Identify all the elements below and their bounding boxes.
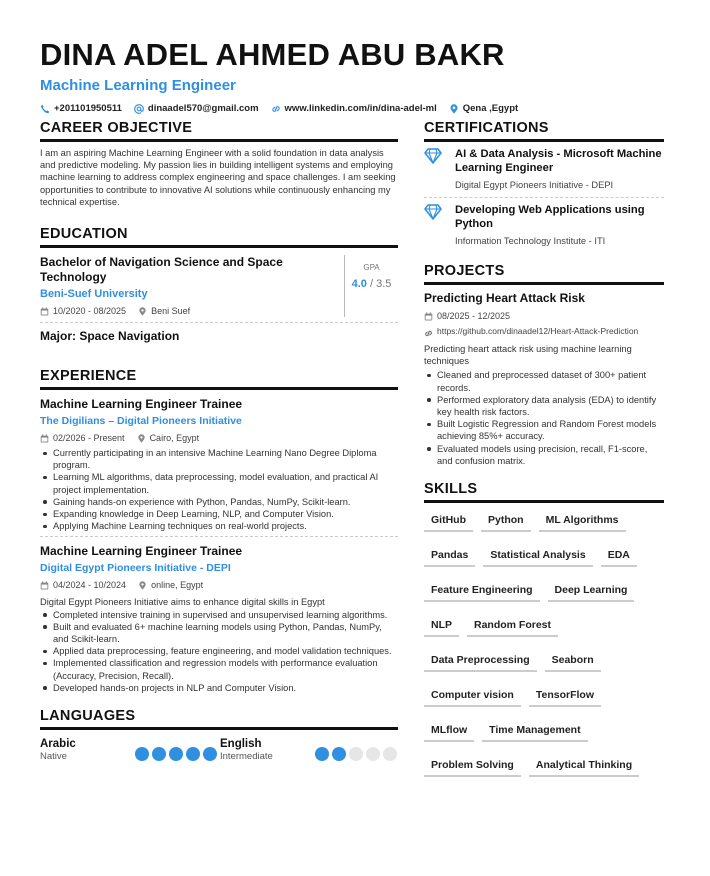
experience-summary: Digital Egypt Pioneers Initiative aims to enhance digital skills in Egypt bbox=[40, 597, 325, 608]
experience-meta bbox=[40, 433, 398, 444]
skill-tag: Python bbox=[481, 509, 531, 532]
section-title-certifications: CERTIFICATIONS bbox=[424, 120, 664, 142]
language-rating bbox=[315, 737, 400, 763]
certification-issuer: Information Technology Institute - ITI bbox=[455, 236, 606, 246]
skill-tag: EDA bbox=[601, 544, 637, 567]
skill-tag: Feature Engineering bbox=[424, 579, 540, 602]
experience-section bbox=[40, 368, 398, 694]
job-title: Machine Learning Engineer bbox=[40, 77, 236, 94]
bullet-item: Currently participating in an intensive Machine Learning Nano Degree Diploma program. bbox=[40, 447, 398, 471]
project-dates bbox=[424, 311, 510, 322]
experience-bullets bbox=[40, 447, 398, 532]
certification-item bbox=[424, 142, 664, 198]
education-location-text: Beni Suef bbox=[151, 306, 191, 317]
certification-body bbox=[446, 147, 664, 191]
skill-tag: TensorFlow bbox=[529, 684, 601, 707]
education-dates bbox=[40, 306, 126, 317]
email-text: dinaadel570@gmail.com bbox=[147, 103, 259, 114]
bullet-item: Applied data preprocessing, feature engineering, and model validation techniques. bbox=[40, 645, 398, 657]
skill-tag: Analytical Thinking bbox=[529, 754, 639, 777]
location-icon bbox=[449, 104, 459, 114]
bullet-item: Applying Machine Learning techniques on real-world projects. bbox=[40, 520, 398, 532]
rating-dot-filled bbox=[332, 747, 346, 761]
contact-location bbox=[449, 103, 518, 114]
skill-tag: Problem Solving bbox=[424, 754, 521, 777]
skill-tag: Time Management bbox=[482, 719, 587, 742]
rating-dot-filled bbox=[135, 747, 149, 761]
project-item bbox=[424, 291, 664, 467]
language-item bbox=[40, 737, 220, 763]
skills-section bbox=[424, 481, 664, 789]
school-name: Beni-Suef University bbox=[40, 288, 148, 301]
experience-dates bbox=[40, 580, 126, 591]
rating-dot-empty bbox=[383, 747, 397, 761]
education-location bbox=[138, 306, 190, 317]
location-icon bbox=[138, 307, 147, 316]
bullet-item: Learning ML algorithms, data preprocessing, model evaluation, and practical AI project implementation. bbox=[40, 471, 398, 495]
rating-dot-empty bbox=[349, 747, 363, 761]
gpa-block bbox=[345, 255, 398, 317]
bullet-item: Performed exploratory data analysis (EDA) to identify key health risk factors. bbox=[424, 394, 664, 418]
calendar-icon bbox=[424, 312, 433, 321]
language-item bbox=[220, 737, 400, 763]
skill-tag: Pandas bbox=[424, 544, 475, 567]
languages-section bbox=[40, 708, 398, 763]
diamond-icon bbox=[424, 148, 442, 164]
experience-location-text: Cairo, Egypt bbox=[149, 433, 200, 444]
certification-icon-wrap bbox=[424, 147, 446, 191]
skill-tag: Computer vision bbox=[424, 684, 521, 707]
link-icon bbox=[271, 104, 281, 114]
languages-list bbox=[40, 737, 398, 763]
experience-dates-text: 04/2024 - 10/2024 bbox=[53, 580, 127, 591]
project-link-text: https://github.com/dinaadel12/Heart-Attack-Prediction bbox=[437, 326, 639, 336]
contact-bar bbox=[40, 103, 680, 114]
at-icon bbox=[134, 104, 144, 114]
certification-body bbox=[446, 203, 664, 247]
calendar-icon bbox=[40, 307, 49, 316]
certification-title: AI & Data Analysis - Microsoft Machine Learning Engineer bbox=[455, 148, 662, 174]
skill-tag: Seaborn bbox=[545, 649, 601, 672]
skills-list bbox=[424, 509, 664, 789]
language-text bbox=[220, 737, 315, 763]
gpa-score: 4.0 bbox=[351, 278, 367, 291]
location-icon bbox=[138, 581, 147, 590]
education-section bbox=[40, 226, 398, 344]
language-level: Native bbox=[40, 751, 67, 763]
bullet-item: Evaluated models using precision, recall, F1-score, and confusion matrix. bbox=[424, 443, 664, 467]
certifications-section bbox=[424, 120, 664, 253]
skill-tag: GitHub bbox=[424, 509, 473, 532]
gpa-max: / 3.5 bbox=[369, 278, 392, 291]
diamond-icon bbox=[424, 204, 442, 220]
project-description: Predicting heart attack risk using machine learning techniques bbox=[424, 344, 632, 367]
bullet-item: Built Logistic Regression and Random Forest models achieving 85%+ accuracy. bbox=[424, 418, 664, 442]
rating-dot-filled bbox=[152, 747, 166, 761]
certification-issuer: Digital Egypt Pioneers Initiative - DEPI bbox=[455, 180, 614, 190]
section-title-skills: SKILLS bbox=[424, 481, 664, 503]
section-title-languages: LANGUAGES bbox=[40, 708, 398, 730]
project-dates-text: 08/2025 - 12/2025 bbox=[437, 311, 511, 321]
experience-dates-text: 02/2026 - Present bbox=[53, 433, 125, 444]
resume-header bbox=[40, 38, 680, 114]
calendar-icon bbox=[40, 581, 49, 590]
section-title-education: EDUCATION bbox=[40, 226, 398, 248]
right-column bbox=[424, 120, 664, 789]
gpa-label: GPA bbox=[363, 263, 380, 273]
experience-job-title: Machine Learning Engineer Trainee bbox=[40, 397, 243, 412]
certification-title: Developing Web Applications using Python bbox=[455, 204, 645, 230]
experience-meta bbox=[40, 580, 398, 591]
experience-job-title: Machine Learning Engineer Trainee bbox=[40, 544, 243, 559]
language-rating bbox=[135, 737, 220, 763]
skill-tag: Random Forest bbox=[467, 614, 558, 637]
project-bullets bbox=[424, 369, 664, 467]
experience-location-text: online, Egypt bbox=[151, 580, 204, 591]
phone-text: +201101950511 bbox=[54, 103, 122, 114]
experience-location bbox=[137, 433, 200, 444]
rating-dot-filled bbox=[169, 747, 183, 761]
gpa-value bbox=[345, 278, 398, 290]
location-icon bbox=[137, 434, 146, 443]
education-dates-text: 10/2020 - 08/2025 bbox=[53, 306, 127, 317]
certification-icon-wrap bbox=[424, 203, 446, 247]
section-title-projects: PROJECTS bbox=[424, 263, 664, 285]
education-entry bbox=[40, 255, 398, 323]
rating-dot-filled bbox=[203, 747, 217, 761]
bullet-item: Developed hands-on projects in NLP and Computer Vision. bbox=[40, 682, 398, 694]
section-title-experience: EXPERIENCE bbox=[40, 368, 398, 390]
degree-name: Bachelor of Navigation Science and Space Technology bbox=[40, 255, 283, 285]
skill-tag: ML Algorithms bbox=[539, 509, 626, 532]
skill-tag: Data Preprocessing bbox=[424, 649, 537, 672]
candidate-name: DINA ADEL AHMED ABU BAKR bbox=[40, 37, 505, 72]
bullet-item: Implemented classification and regression models with performance evaluation (Accuracy, Precision, Recall). bbox=[40, 657, 398, 681]
experience-dates bbox=[40, 433, 125, 444]
career-objective-section bbox=[40, 120, 398, 208]
skill-tag: Deep Learning bbox=[548, 579, 635, 602]
project-link[interactable] bbox=[424, 326, 664, 338]
language-name: Arabic bbox=[40, 738, 76, 751]
rating-dot-empty bbox=[366, 747, 380, 761]
skill-tag: Statistical Analysis bbox=[483, 544, 592, 567]
certification-item bbox=[424, 198, 664, 253]
calendar-icon bbox=[40, 434, 49, 443]
contact-email[interactable] bbox=[134, 103, 259, 114]
bullet-item: Expanding knowledge in Deep Learning, NLP, and Computer Vision. bbox=[40, 508, 398, 520]
education-details bbox=[40, 255, 345, 317]
experience-entry bbox=[40, 544, 398, 694]
location-text: Qena ,Egypt bbox=[462, 103, 519, 114]
language-level: Intermediate bbox=[220, 751, 273, 763]
language-text bbox=[40, 737, 135, 763]
major-text: Major: Space Navigation bbox=[40, 329, 180, 344]
language-name: English bbox=[220, 738, 262, 751]
experience-bullets bbox=[40, 609, 398, 694]
objective-text: I am an aspiring Machine Learning Engineer with a solid foundation in data analysis and predictive modeling. My passion lies in building intelligent systems and employing machine learning to address complex engineering and space challenges. I am seeking opportunities to contribute to innovative AI solutions while continuously enhancing my technical expertise. bbox=[40, 148, 396, 207]
bullet-item: Built and evaluated 6+ machine learning models using Python, Pandas, NumPy, and Scikit-learn. bbox=[40, 621, 398, 645]
experience-company: Digital Egypt Pioneers Initiative - DEPI bbox=[40, 562, 231, 575]
projects-section bbox=[424, 263, 664, 467]
contact-phone[interactable] bbox=[40, 103, 122, 114]
bullet-item: Cleaned and preprocessed dataset of 300+ patient records. bbox=[424, 369, 664, 393]
bullet-item: Gaining hands-on experience with Python, Pandas, NumPy, Scikit-learn. bbox=[40, 496, 398, 508]
experience-company: The Digilians – Digital Pioneers Initiative bbox=[40, 415, 242, 428]
link-icon bbox=[424, 329, 433, 338]
project-meta bbox=[424, 311, 664, 322]
rating-dot-filled bbox=[315, 747, 329, 761]
section-title-objective: CAREER OBJECTIVE bbox=[40, 120, 398, 142]
skill-tag: NLP bbox=[424, 614, 459, 637]
linkedin-text: www.linkedin.com/in/dina-adel-ml bbox=[284, 103, 437, 114]
bullet-item: Completed intensive training in supervised and unsupervised learning algorithms. bbox=[40, 609, 398, 621]
skill-tag: MLflow bbox=[424, 719, 474, 742]
contact-linkedin[interactable] bbox=[271, 103, 437, 114]
experience-entry bbox=[40, 397, 398, 537]
left-column bbox=[40, 120, 398, 763]
project-title: Predicting Heart Attack Risk bbox=[424, 291, 585, 305]
phone-icon bbox=[40, 104, 50, 114]
rating-dot-filled bbox=[186, 747, 200, 761]
experience-location bbox=[138, 580, 203, 591]
education-meta bbox=[40, 306, 338, 317]
